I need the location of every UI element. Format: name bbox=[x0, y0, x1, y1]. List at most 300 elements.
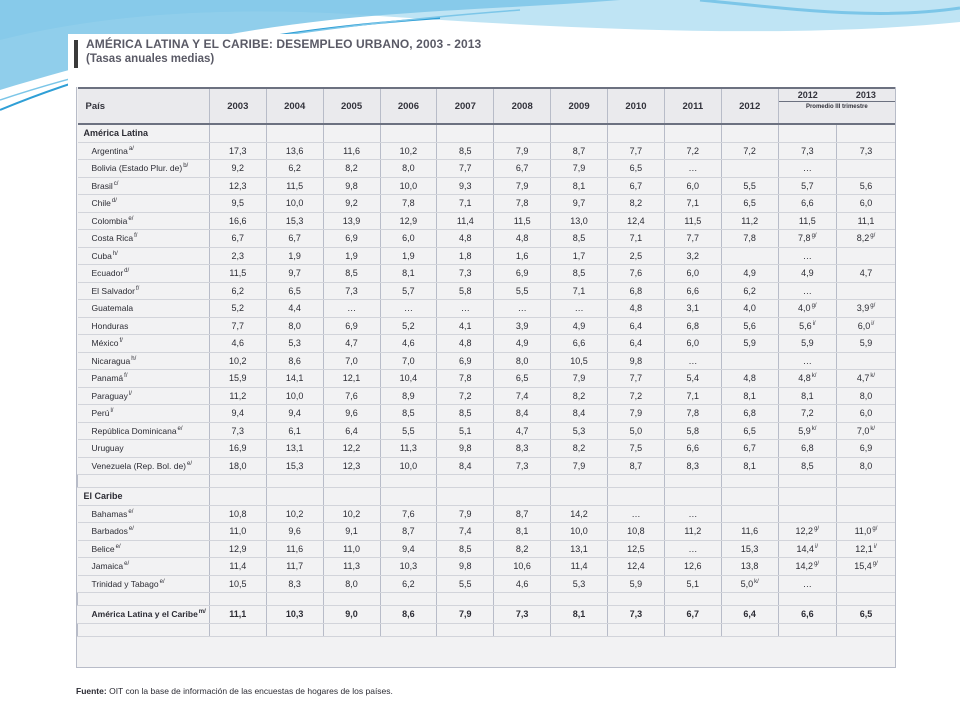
table-cell bbox=[778, 488, 836, 506]
cell-value: 4,6 bbox=[231, 338, 245, 349]
cell-value: 8,0 bbox=[515, 355, 529, 366]
value-cell bbox=[608, 177, 665, 195]
country-name: Bahamas bbox=[91, 508, 128, 519]
country-name: Bolivia (Estado Plur. de) bbox=[91, 163, 183, 174]
cell-value: 8,5 bbox=[459, 408, 472, 419]
cell-value: 8,6 bbox=[288, 355, 301, 366]
country-cell bbox=[78, 300, 210, 318]
value-cell bbox=[721, 387, 778, 405]
table-cell bbox=[323, 475, 380, 488]
value-cell bbox=[778, 440, 836, 458]
value-cell bbox=[551, 540, 608, 558]
table-cell bbox=[323, 623, 380, 636]
value-cell bbox=[266, 523, 323, 541]
cell-value: 7,3 bbox=[629, 609, 643, 620]
cell-value: 4,9 bbox=[801, 268, 814, 279]
value-cell bbox=[437, 440, 494, 458]
cell-value: 6,2 bbox=[402, 578, 415, 589]
table-cell bbox=[551, 593, 608, 606]
value-cell bbox=[266, 335, 323, 353]
cell-value: 9,6 bbox=[288, 526, 301, 537]
country-cell bbox=[78, 505, 210, 523]
table-cell bbox=[494, 623, 551, 636]
cell-value: 1,9 bbox=[288, 250, 301, 261]
table-cell bbox=[551, 124, 608, 142]
country-name: Uruguay bbox=[91, 443, 124, 454]
country-cell bbox=[78, 352, 210, 370]
value-cell bbox=[664, 505, 721, 523]
value-cell bbox=[380, 422, 437, 440]
table-row bbox=[78, 558, 896, 576]
cell-value: 6,7 bbox=[231, 233, 245, 244]
cell-value: 8,7 bbox=[515, 508, 529, 519]
cell-value: 11,0 bbox=[229, 526, 247, 537]
table-cell bbox=[664, 593, 721, 606]
cell-value: 8,2 bbox=[572, 443, 586, 454]
table-cell bbox=[608, 623, 665, 636]
footnote-mark: e/ bbox=[128, 508, 134, 515]
value-cell bbox=[551, 177, 608, 195]
footnote-mark: l/ bbox=[128, 390, 132, 397]
cell-value: 5,2 bbox=[231, 303, 245, 314]
value-cell bbox=[323, 335, 380, 353]
table-cell bbox=[721, 124, 778, 142]
country-cell bbox=[78, 387, 210, 405]
value-cell bbox=[266, 212, 323, 230]
footnote-mark: g/ bbox=[811, 233, 817, 240]
value-cell bbox=[266, 457, 323, 475]
table-row bbox=[78, 142, 896, 160]
cell-value: 15,4 bbox=[854, 561, 872, 572]
value-cell bbox=[266, 195, 323, 213]
value-cell bbox=[778, 177, 836, 195]
cell-value: 8,4 bbox=[459, 460, 472, 471]
value-cell bbox=[323, 606, 380, 624]
cell-value: 8,1 bbox=[801, 390, 814, 401]
cell-value: 7,0 bbox=[856, 425, 870, 436]
cell-value: 15,3 bbox=[740, 543, 759, 554]
value-cell bbox=[778, 142, 836, 160]
value-cell bbox=[323, 505, 380, 523]
value-cell bbox=[266, 440, 323, 458]
value-cell bbox=[380, 282, 437, 300]
cell-value: 7,3 bbox=[459, 268, 472, 279]
country-name: Honduras bbox=[91, 320, 129, 331]
cell-value: 10,8 bbox=[627, 526, 645, 537]
cell-value: 4,8 bbox=[515, 233, 529, 244]
value-cell bbox=[608, 540, 665, 558]
footnote-mark: d/ bbox=[124, 268, 130, 275]
value-cell bbox=[837, 300, 895, 318]
value-cell bbox=[721, 230, 778, 248]
value-cell bbox=[721, 440, 778, 458]
cell-value: 8,1 bbox=[743, 390, 756, 401]
value-cell bbox=[380, 606, 437, 624]
value-cell bbox=[437, 457, 494, 475]
value-cell bbox=[608, 282, 665, 300]
cell-value: 8,5 bbox=[402, 408, 415, 419]
value-cell bbox=[837, 247, 895, 265]
value-cell bbox=[437, 335, 494, 353]
cell-value: 9,4 bbox=[402, 543, 415, 554]
table-cell bbox=[323, 488, 380, 506]
value-cell bbox=[209, 300, 266, 318]
table-cell bbox=[437, 623, 494, 636]
value-cell bbox=[323, 523, 380, 541]
cell-value: 9,7 bbox=[572, 198, 586, 209]
cell-value: 5,5 bbox=[402, 425, 415, 436]
value-cell bbox=[209, 230, 266, 248]
value-cell bbox=[837, 457, 895, 475]
value-cell bbox=[608, 317, 665, 335]
cell-value: 3,1 bbox=[686, 303, 700, 314]
value-cell bbox=[664, 335, 721, 353]
table-cell bbox=[721, 475, 778, 488]
cell-value: 7,1 bbox=[686, 198, 700, 209]
source-label: Fuente: bbox=[76, 686, 107, 696]
cell-value: 5,0 bbox=[740, 578, 754, 589]
value-cell bbox=[721, 575, 778, 593]
table-cell bbox=[664, 623, 721, 636]
cell-value: 7,8 bbox=[459, 373, 472, 384]
header-year: 2012 bbox=[721, 88, 778, 124]
cell-value: 8,2 bbox=[345, 163, 358, 174]
cell-value: 6,0 bbox=[686, 180, 700, 191]
value-cell bbox=[323, 282, 380, 300]
value-cell bbox=[494, 317, 551, 335]
country-name: Paraguay bbox=[91, 390, 128, 401]
value-cell bbox=[323, 370, 380, 388]
value-cell bbox=[837, 370, 895, 388]
cell-value: 7,7 bbox=[231, 320, 245, 331]
footnote-mark: k/ bbox=[811, 373, 817, 380]
cell-value: … bbox=[631, 508, 641, 519]
value-cell bbox=[323, 440, 380, 458]
value-cell bbox=[551, 422, 608, 440]
cell-value: … bbox=[347, 303, 357, 314]
value-cell bbox=[209, 457, 266, 475]
cell-value: 5,9 bbox=[859, 338, 873, 349]
cell-value: 17,3 bbox=[229, 145, 247, 156]
cell-value: 4,9 bbox=[743, 268, 756, 279]
value-cell bbox=[494, 142, 551, 160]
value-cell bbox=[380, 405, 437, 423]
cell-value: 7,8 bbox=[686, 408, 700, 419]
table-cell bbox=[437, 593, 494, 606]
cell-value: 7,3 bbox=[345, 285, 358, 296]
value-cell bbox=[266, 247, 323, 265]
cell-value: 5,3 bbox=[572, 578, 586, 589]
value-cell bbox=[664, 247, 721, 265]
cell-value: 6,1 bbox=[288, 425, 301, 436]
cell-value: 8,0 bbox=[859, 390, 873, 401]
table-cell bbox=[209, 488, 266, 506]
value-cell bbox=[266, 230, 323, 248]
table-row bbox=[78, 177, 896, 195]
cell-value: 5,6 bbox=[743, 320, 756, 331]
value-cell bbox=[778, 265, 836, 283]
value-cell bbox=[837, 317, 895, 335]
header-split-note: Promedio III trimestre bbox=[805, 104, 868, 110]
value-cell bbox=[380, 212, 437, 230]
value-cell bbox=[778, 300, 836, 318]
country-name: Cuba bbox=[91, 250, 112, 261]
table-cell bbox=[608, 124, 665, 142]
cell-value: 6,8 bbox=[801, 443, 814, 454]
table-row bbox=[78, 195, 896, 213]
value-cell bbox=[721, 195, 778, 213]
cell-value: 9,4 bbox=[231, 408, 245, 419]
value-cell bbox=[323, 265, 380, 283]
cell-value: 6,4 bbox=[629, 320, 643, 331]
value-cell bbox=[266, 540, 323, 558]
country-cell bbox=[78, 575, 210, 593]
cell-value: … bbox=[403, 303, 413, 314]
value-cell bbox=[551, 160, 608, 178]
value-cell bbox=[664, 212, 721, 230]
value-cell bbox=[494, 405, 551, 423]
value-cell bbox=[721, 265, 778, 283]
cell-value: 8,4 bbox=[572, 408, 586, 419]
country-name: Perú bbox=[91, 408, 110, 419]
table-cell bbox=[437, 124, 494, 142]
value-cell bbox=[494, 195, 551, 213]
value-cell bbox=[437, 177, 494, 195]
value-cell bbox=[837, 177, 895, 195]
value-cell bbox=[437, 282, 494, 300]
cell-value: 10,6 bbox=[513, 561, 531, 572]
cell-value: 11,1 bbox=[857, 215, 875, 226]
value-cell bbox=[494, 387, 551, 405]
value-cell bbox=[266, 405, 323, 423]
value-cell bbox=[778, 558, 836, 576]
country-cell bbox=[78, 142, 210, 160]
cell-value: 5,7 bbox=[801, 180, 814, 191]
cell-value: … bbox=[688, 543, 698, 554]
country-cell bbox=[78, 523, 210, 541]
cell-value: 7,1 bbox=[572, 285, 586, 296]
value-cell bbox=[778, 422, 836, 440]
table-cell bbox=[664, 475, 721, 488]
header-year: 2008 bbox=[494, 88, 551, 124]
cell-value: 11,6 bbox=[741, 526, 759, 537]
footnote-mark: e/ bbox=[128, 526, 134, 533]
value-cell bbox=[837, 523, 895, 541]
value-cell bbox=[437, 247, 494, 265]
footnote-mark: g/ bbox=[870, 303, 876, 310]
cell-value: 11,1 bbox=[229, 609, 247, 620]
cell-value: 10,5 bbox=[229, 578, 247, 589]
header-split-year: 2013 bbox=[855, 90, 876, 100]
value-cell bbox=[664, 230, 721, 248]
cell-value: 11,3 bbox=[343, 561, 360, 572]
cell-value: 5,9 bbox=[801, 338, 814, 349]
table-row bbox=[78, 247, 896, 265]
value-cell bbox=[494, 230, 551, 248]
value-cell bbox=[664, 370, 721, 388]
cell-value: 10,0 bbox=[399, 180, 418, 191]
value-cell bbox=[323, 405, 380, 423]
cell-value: … bbox=[688, 508, 698, 519]
footnote-mark: e/ bbox=[128, 215, 134, 222]
cell-value: 4,7 bbox=[515, 425, 529, 436]
table-row bbox=[78, 370, 896, 388]
value-cell bbox=[551, 335, 608, 353]
country-cell bbox=[78, 335, 210, 353]
cell-value: 10,0 bbox=[285, 198, 304, 209]
value-cell bbox=[778, 352, 836, 370]
cell-value: 1,7 bbox=[572, 250, 586, 261]
cell-value: 7,7 bbox=[459, 163, 472, 174]
value-cell bbox=[209, 265, 266, 283]
cell-value: 10,2 bbox=[229, 355, 247, 366]
source-text: OIT con la base de información de las encuestas de hogares de los países. bbox=[109, 686, 393, 696]
cell-value: 7,8 bbox=[798, 233, 811, 244]
cell-value: 6,7 bbox=[686, 609, 700, 620]
value-cell bbox=[323, 230, 380, 248]
unemployment-table bbox=[77, 87, 895, 637]
table-spacer-row bbox=[78, 623, 896, 636]
cell-value: 12,6 bbox=[684, 561, 702, 572]
value-cell bbox=[380, 575, 437, 593]
header-year: 2004 bbox=[266, 88, 323, 124]
value-cell bbox=[664, 317, 721, 335]
cell-value: 11,6 bbox=[286, 543, 304, 554]
value-cell bbox=[608, 422, 665, 440]
table-cell bbox=[437, 488, 494, 506]
country-cell bbox=[78, 195, 210, 213]
cell-value: 6,7 bbox=[743, 443, 756, 454]
footnote-mark: b/ bbox=[183, 163, 189, 170]
value-cell bbox=[551, 457, 608, 475]
value-cell bbox=[266, 387, 323, 405]
value-cell bbox=[551, 247, 608, 265]
cell-value: 4,4 bbox=[288, 303, 301, 314]
cell-value: 5,6 bbox=[799, 320, 812, 331]
table-row bbox=[78, 282, 896, 300]
value-cell bbox=[494, 282, 551, 300]
footnote-mark: i/ bbox=[873, 543, 877, 550]
value-cell bbox=[494, 440, 551, 458]
value-cell bbox=[664, 265, 721, 283]
value-cell bbox=[837, 540, 895, 558]
country-cell bbox=[78, 265, 210, 283]
cell-value: 4,0 bbox=[798, 303, 811, 314]
cell-value: 7,2 bbox=[743, 145, 756, 156]
value-cell bbox=[551, 282, 608, 300]
value-cell bbox=[380, 505, 437, 523]
table-cell bbox=[721, 623, 778, 636]
cell-value: 7,2 bbox=[801, 408, 814, 419]
cell-value: 6,9 bbox=[345, 233, 358, 244]
section-name: América Latina bbox=[78, 124, 210, 142]
value-cell bbox=[721, 142, 778, 160]
country-name: Venezuela (Rep. Bol. de) bbox=[91, 460, 187, 471]
cell-value: 2,5 bbox=[629, 250, 643, 261]
value-cell bbox=[209, 370, 266, 388]
cell-value: 7,3 bbox=[231, 425, 245, 436]
value-cell bbox=[551, 523, 608, 541]
cell-value: 11,5 bbox=[286, 180, 304, 191]
table-cell bbox=[778, 124, 836, 142]
table-cell bbox=[551, 623, 608, 636]
country-name: Chile bbox=[91, 198, 111, 209]
value-cell bbox=[437, 352, 494, 370]
table-cell bbox=[209, 475, 266, 488]
document-panel bbox=[68, 34, 928, 714]
value-cell bbox=[778, 212, 836, 230]
value-cell bbox=[778, 282, 836, 300]
value-cell bbox=[608, 575, 665, 593]
country-cell bbox=[78, 457, 210, 475]
cell-value: 7,4 bbox=[515, 390, 529, 401]
cell-value: 12,9 bbox=[399, 215, 418, 226]
value-cell bbox=[608, 387, 665, 405]
value-cell bbox=[266, 317, 323, 335]
footnote-mark: k/ bbox=[870, 425, 876, 432]
cell-value: 8,5 bbox=[459, 543, 472, 554]
value-cell bbox=[266, 300, 323, 318]
cell-value: 9,7 bbox=[288, 268, 301, 279]
value-cell bbox=[551, 370, 608, 388]
table-cell bbox=[380, 475, 437, 488]
cell-value: 10,0 bbox=[285, 390, 304, 401]
cell-value: 7,2 bbox=[686, 145, 700, 156]
value-cell bbox=[778, 405, 836, 423]
footnote-mark: e/ bbox=[124, 561, 130, 568]
cell-value: 8,0 bbox=[345, 578, 358, 589]
country-name: Barbados bbox=[91, 526, 128, 537]
table-cell bbox=[494, 475, 551, 488]
cell-value: 5,2 bbox=[402, 320, 415, 331]
footnote-mark: c/ bbox=[113, 180, 119, 187]
title-accent-bar bbox=[74, 40, 78, 68]
cell-value: 9,4 bbox=[288, 408, 301, 419]
section-header-row bbox=[78, 124, 896, 142]
value-cell bbox=[437, 387, 494, 405]
table-cell bbox=[437, 475, 494, 488]
value-cell bbox=[608, 457, 665, 475]
header-year: 2006 bbox=[380, 88, 437, 124]
cell-value: 9,3 bbox=[459, 180, 472, 191]
value-cell bbox=[608, 212, 665, 230]
country-cell bbox=[78, 160, 210, 178]
cell-value: 7,6 bbox=[629, 268, 643, 279]
value-cell bbox=[380, 177, 437, 195]
value-cell bbox=[209, 247, 266, 265]
value-cell bbox=[721, 505, 778, 523]
cell-value: 6,0 bbox=[686, 338, 700, 349]
table-cell bbox=[837, 623, 895, 636]
cell-value: 7,2 bbox=[629, 390, 643, 401]
value-cell bbox=[608, 505, 665, 523]
value-cell bbox=[209, 558, 266, 576]
table-cell bbox=[209, 593, 266, 606]
cell-value: 7,1 bbox=[686, 390, 700, 401]
table-spacer-row bbox=[78, 475, 896, 488]
value-cell bbox=[664, 540, 721, 558]
value-cell bbox=[437, 317, 494, 335]
cell-value: 5,5 bbox=[459, 578, 472, 589]
table-cell bbox=[78, 623, 210, 636]
cell-value: 6,8 bbox=[743, 408, 756, 419]
value-cell bbox=[778, 317, 836, 335]
cell-value: 5,1 bbox=[459, 425, 472, 436]
cell-value: 7,7 bbox=[686, 233, 700, 244]
value-cell bbox=[209, 282, 266, 300]
cell-value: 6,5 bbox=[629, 163, 643, 174]
footnote-mark: l/ bbox=[110, 408, 114, 415]
